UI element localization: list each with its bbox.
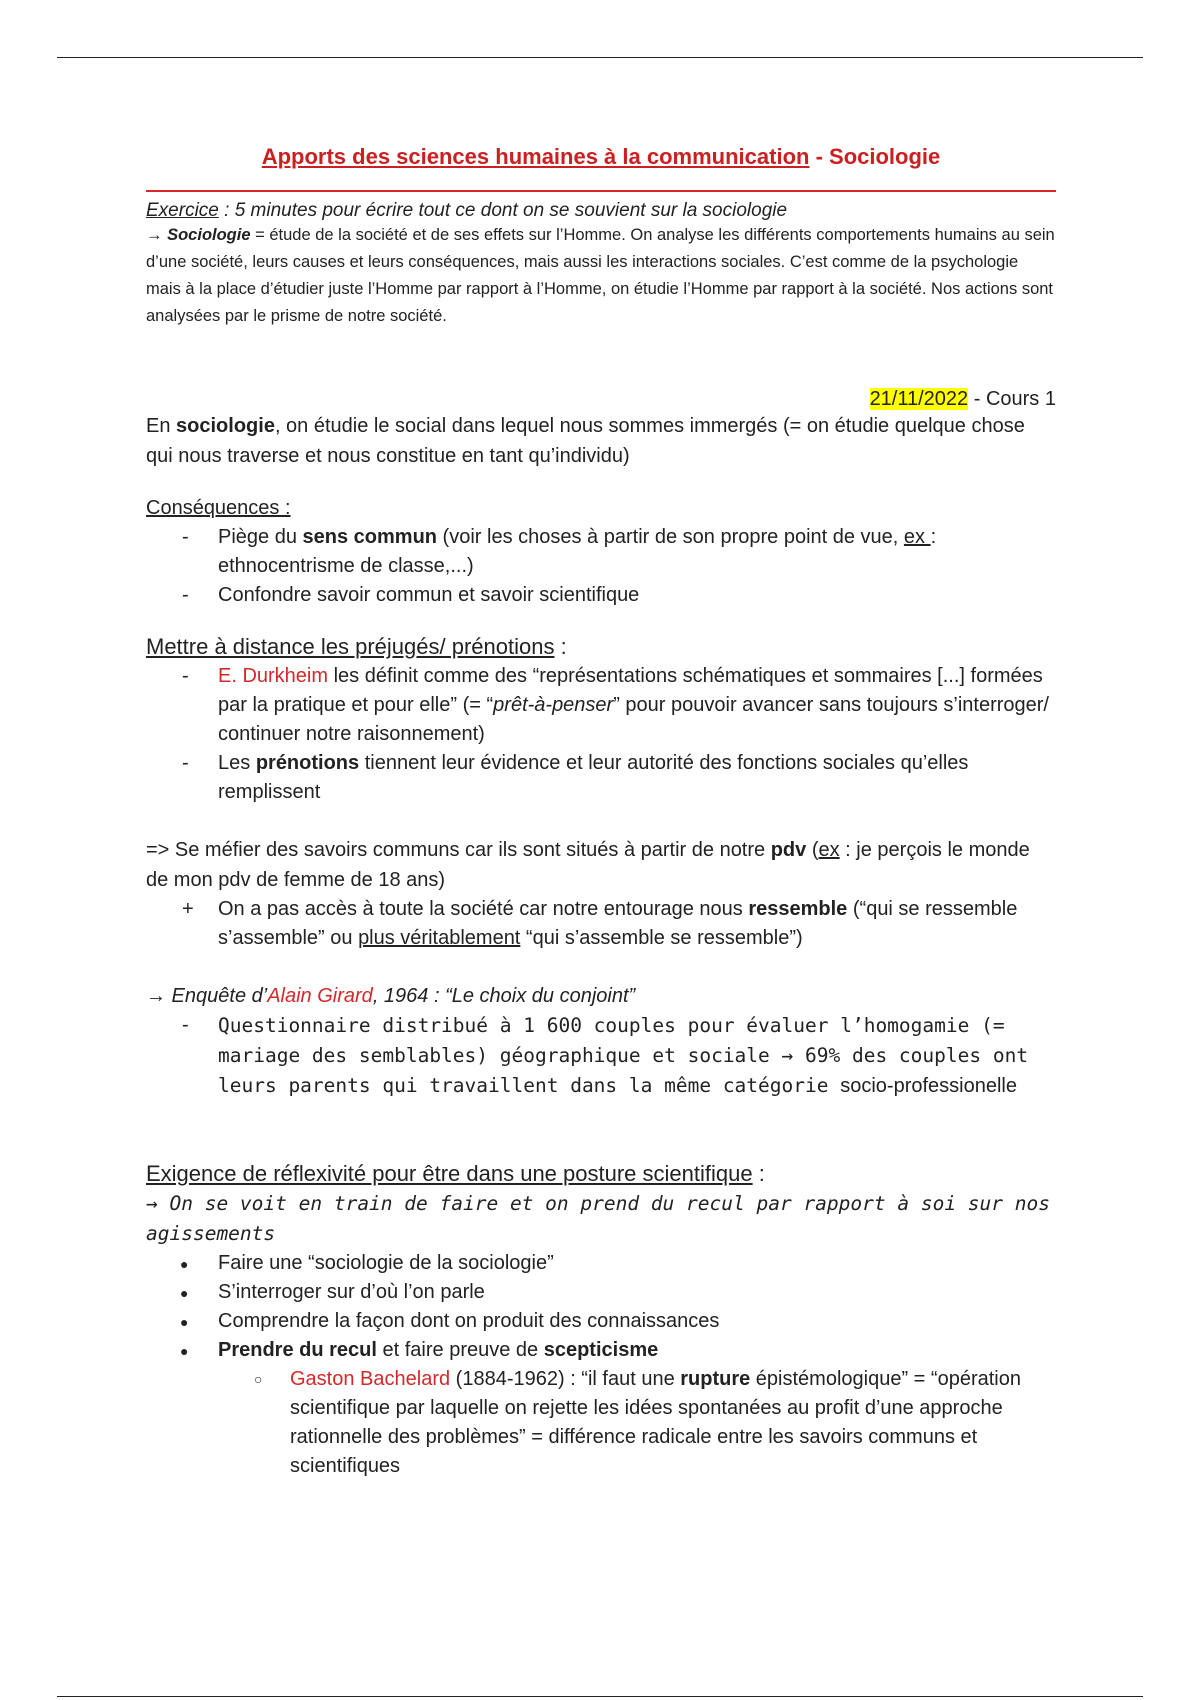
top-rule (57, 57, 1143, 58)
item-text: tiennent leur évidence et leur autorité des fonctions sociales qu’elles remplissent (218, 752, 969, 803)
list-item (218, 1365, 1056, 1481)
consequences-heading-text: Conséquences (146, 497, 285, 519)
list-item: - Confondre savoir commun et savoir scientifique (146, 581, 1056, 610)
author-name: Alain Girard (267, 985, 373, 1007)
exercice-line (146, 200, 1056, 222)
prejuges-heading-text: Mettre à distance les préjugés/ prénotions (146, 634, 555, 659)
definition-term: Sociologie (167, 226, 251, 244)
bottom-rule (57, 1696, 1143, 1697)
item-bold: prénotions (255, 752, 360, 774)
exercice-text: : 5 minutes pour écrire tout ce dont on se souvient sur la sociologie (218, 200, 788, 221)
list-item: ● Comprendre la façon dont on produit des connaissances (146, 1307, 1056, 1336)
item-text: “qui s’assemble se ressemble”) (520, 927, 803, 949)
intro-paragraph (146, 411, 1056, 471)
document-page (146, 140, 1056, 1481)
consequences-list (146, 523, 1056, 610)
list-item (146, 662, 1056, 749)
course-label: - Cours 1 (968, 388, 1056, 410)
enquete-post: , 1964 : “Le choix du conjoint” (372, 985, 636, 1007)
mefier-paragraph (146, 835, 1056, 895)
definition-text: = étude de la société et de ses effets sur l’Homme. On analyse les différents comportements humains au sein d’une société, leurs causes et leurs conséquences, mais aussi les interactions sociales. C’est comme de la psychologie mais à la place d’étudier juste l’Homme par rapport à l’Homme, on étudie l’Homme par rapport à la société. Nos actions sont analysées par le prisme de notre société. (146, 226, 1055, 325)
item-bold: Prendre du recul (218, 1339, 377, 1361)
sociologie-definition (146, 222, 1056, 330)
course-date: 21/11/2022 (869, 388, 969, 410)
prejuges-colon: : (554, 634, 567, 659)
intro-pre: En (146, 415, 177, 437)
author-name: Gaston Bachelard (290, 1368, 451, 1390)
reflexivite-colon: : (752, 1161, 765, 1186)
exercice-label: Exercice (146, 200, 219, 221)
bachelard-list (146, 1365, 1056, 1481)
item-bold: scepticisme (543, 1339, 659, 1361)
item-underlined: plus véritablement (358, 927, 521, 949)
list-item: ● Faire une “sociologie de la sociologie” (146, 1249, 1056, 1278)
list-item (146, 895, 1056, 953)
item-text: ” pour pouvoir avancer sans toujours s’interroger/ continuer notre raisonnement) (218, 694, 1049, 745)
mefier-bold: pdv (770, 839, 807, 861)
reflexivite-heading (146, 1159, 1056, 1189)
item-text: socio-professionelle (840, 1075, 1017, 1097)
item-text: On a pas accès à toute la société car notre entourage nous (218, 898, 749, 920)
mefier-ex: ex (818, 839, 840, 861)
mefier-mid: ( (806, 839, 819, 861)
item-text: : ethnocentrisme de classe,...) (218, 526, 937, 577)
author-name: E. Durkheim (218, 665, 329, 687)
item-text: épistémologique” = “opération scientifique par laquelle on rejette les idées spontanées au profit d’une approche rationnelle des problèmes” = différence radicale entre les savoirs communs et scientifiques (290, 1368, 1021, 1477)
item-mono-text: Questionnaire distribué à 1 600 couples pour évaluer l’homogamie (= mariage des semblables) géographique et sociale → 69% des couples ont leurs parents qui travaillent dans la même catégorie (218, 1014, 1029, 1097)
item-text: Les (218, 752, 256, 774)
list-item (146, 749, 1056, 807)
item-bold: rupture (680, 1368, 751, 1390)
mefier-pre: => Se méfier des savoirs communs car ils sont situés à partir de notre (146, 839, 771, 861)
intro-bold: sociologie (176, 415, 275, 437)
enquete-pre: → Enquête d’ (146, 985, 268, 1007)
item-text: (voir les choses à partir de son propre point de vue, (437, 526, 904, 548)
reflexivite-subline: → On se voit en train de faire et on prend du recul par rapport à soi sur nos agissements (146, 1192, 1050, 1245)
list-item (146, 1336, 1056, 1365)
list-item (146, 523, 1056, 581)
reflexivite-heading-text: Exigence de réflexivité pour être dans une posture scientifique (146, 1161, 753, 1186)
title-sub: Sociologie (829, 144, 941, 169)
item-text: les définit comme des “représentations schématiques et sommaires [...] formées par la pratique et pour elle” (= “ (218, 665, 1043, 716)
page-title (146, 144, 1056, 170)
list-item (146, 1011, 1056, 1101)
intro-post: , on étudie le social dans lequel nous sommes immergés (= on étudie quelque chose qui nous traverse et nous constitue en tant qu’individu) (146, 415, 1025, 467)
consequences-colon: : (284, 497, 291, 519)
arrow: → (146, 226, 168, 244)
item-bold: ressemble (748, 898, 848, 920)
prejuges-list (146, 662, 1056, 807)
item-text: (1884-1962) : “il faut une (450, 1368, 681, 1390)
item-bold: sens commun (302, 526, 437, 548)
title-underline-rule (146, 190, 1056, 192)
item-text: (“qui se ressemble s’assemble” ou (218, 898, 1018, 949)
item-text: et faire preuve de (376, 1339, 544, 1361)
list-item: ● S’interroger sur d’où l’on parle (146, 1278, 1056, 1307)
title-separator: - (809, 144, 830, 169)
consequences-heading (146, 493, 1056, 523)
mefier-post: : je perçois le monde de mon pdv de femme de 18 ans) (146, 839, 1030, 891)
prejuges-heading (146, 632, 1056, 662)
title-main: Apports des sciences humaines à la communication (261, 144, 810, 169)
mefier-list (146, 895, 1056, 953)
enquete-line (146, 981, 1056, 1011)
item-ex: ex (903, 526, 931, 548)
enquete-list (146, 1011, 1056, 1101)
item-italic: prêt-à-penser (493, 694, 614, 716)
course-date-line (146, 388, 1056, 411)
reflexivite-list (146, 1249, 1056, 1365)
item-text: Piège du (218, 526, 303, 548)
